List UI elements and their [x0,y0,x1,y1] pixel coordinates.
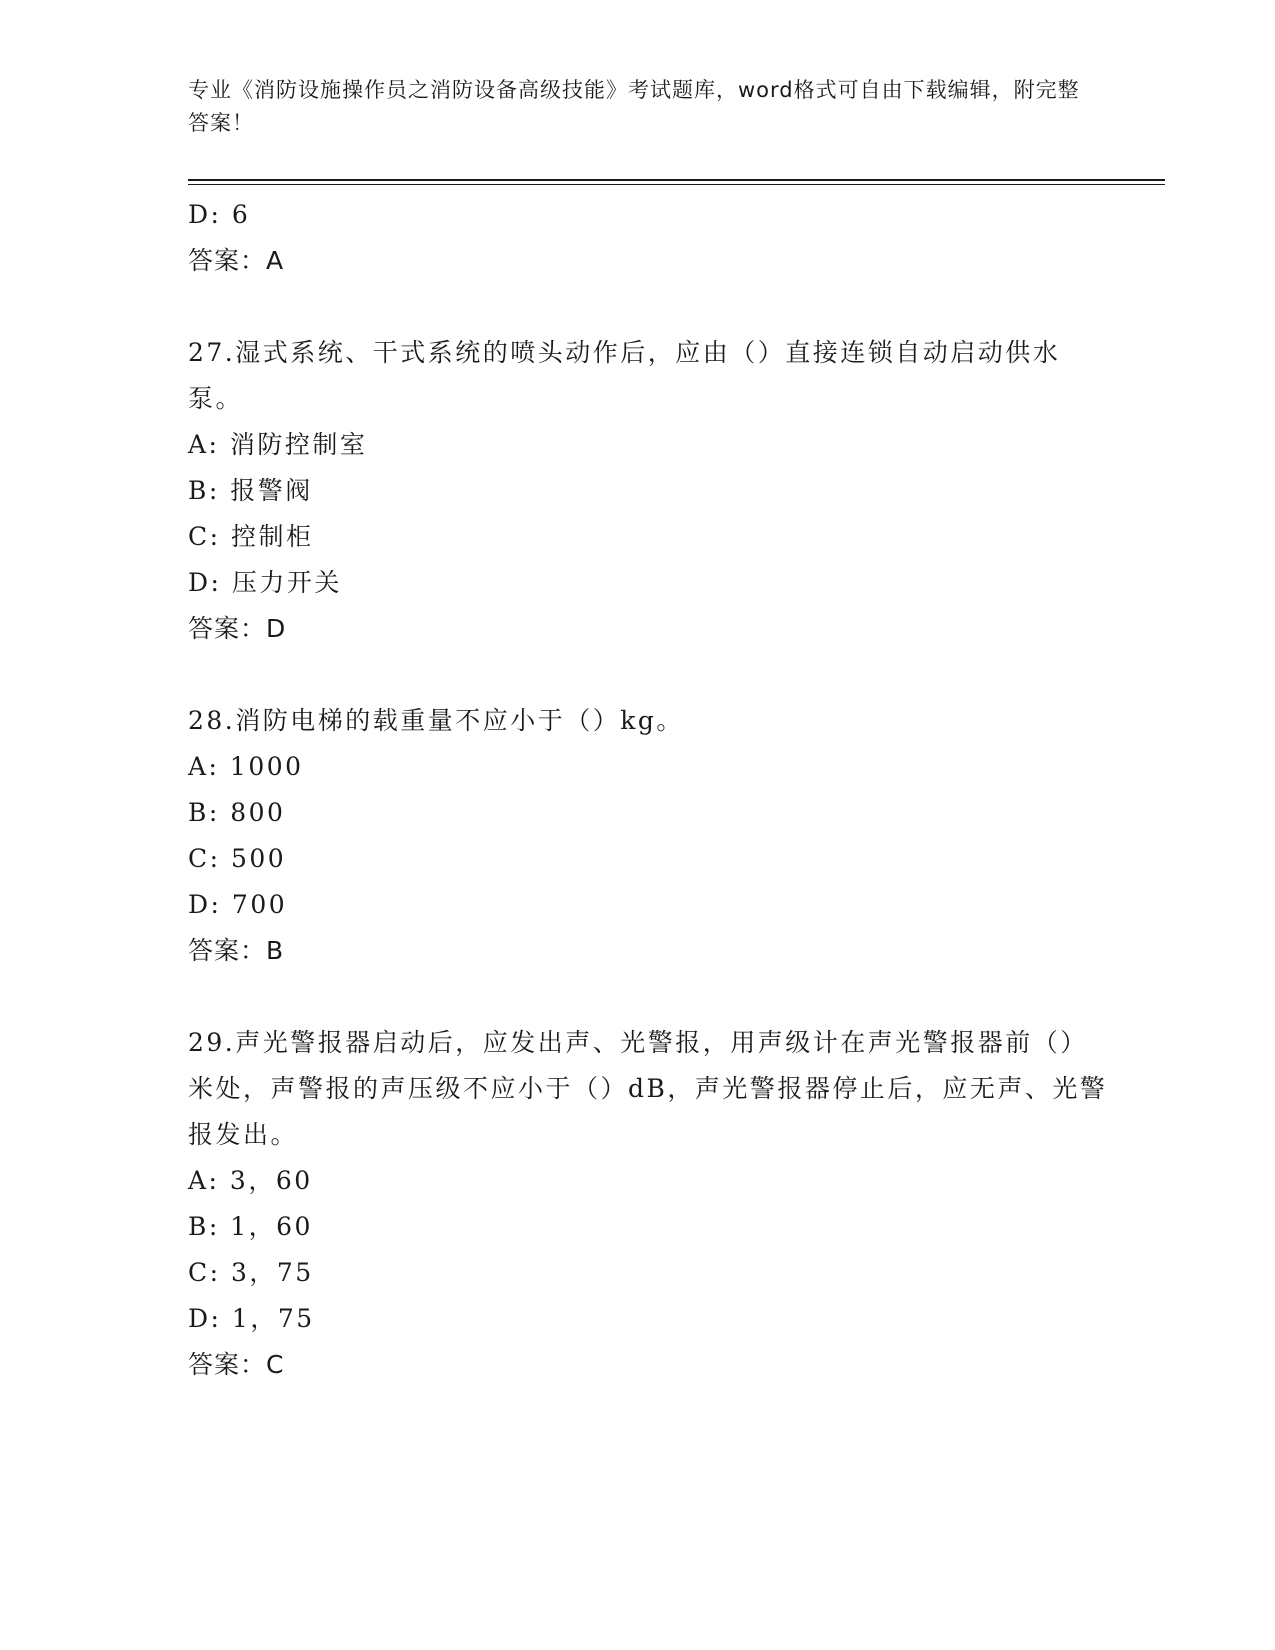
option-a: A: 1000 [188,752,304,781]
option-b: B: 报警阀 [188,476,313,505]
option-c: C: 3，75 [188,1258,314,1287]
answer: 答案：C [188,1350,285,1379]
option-d: D: 1，75 [188,1304,315,1333]
spacer [188,652,1108,698]
option-b: B: 800 [188,798,286,827]
prev-option-d: D: 6 [188,200,251,229]
option-d: D: 压力开关 [188,568,342,597]
document-header: 专业《消防设施操作员之消防设备高级技能》考试题库，word格式可自由下载编辑，附完整答案！ [188,78,1080,135]
option-c: C: 500 [188,844,287,873]
question-29 [188,1020,1108,1388]
answer: 答案：D [188,614,287,643]
option-c: C: 控制柜 [188,522,314,551]
question-stem: 29.声光警报器启动后，应发出声、光警报，用声级计在声光警报器前（）米处，声警报的声压级不应小于（）dB，声光警报器停止后，应无声、光警报发出。 [188,1028,1108,1149]
question-stem: 27.湿式系统、干式系统的喷头动作后，应由（）直接连锁自动启动供水泵。 [188,338,1061,413]
option-a: A: 消防控制室 [188,430,368,459]
option-b: B: 1，60 [188,1212,313,1241]
question-27 [188,330,1108,652]
header-rule-thin [188,184,1165,185]
question-28 [188,698,1108,974]
question-content [188,192,1108,1388]
prev-answer: 答案：A [188,246,285,275]
header-rule-thick [188,179,1165,181]
spacer [188,974,1108,1020]
spacer [188,284,1108,330]
option-d: D: 700 [188,890,288,919]
option-a: A: 3，60 [188,1166,313,1195]
question-stem: 28.消防电梯的载重量不应小于（）kg。 [188,706,684,735]
answer: 答案：B [188,936,285,965]
